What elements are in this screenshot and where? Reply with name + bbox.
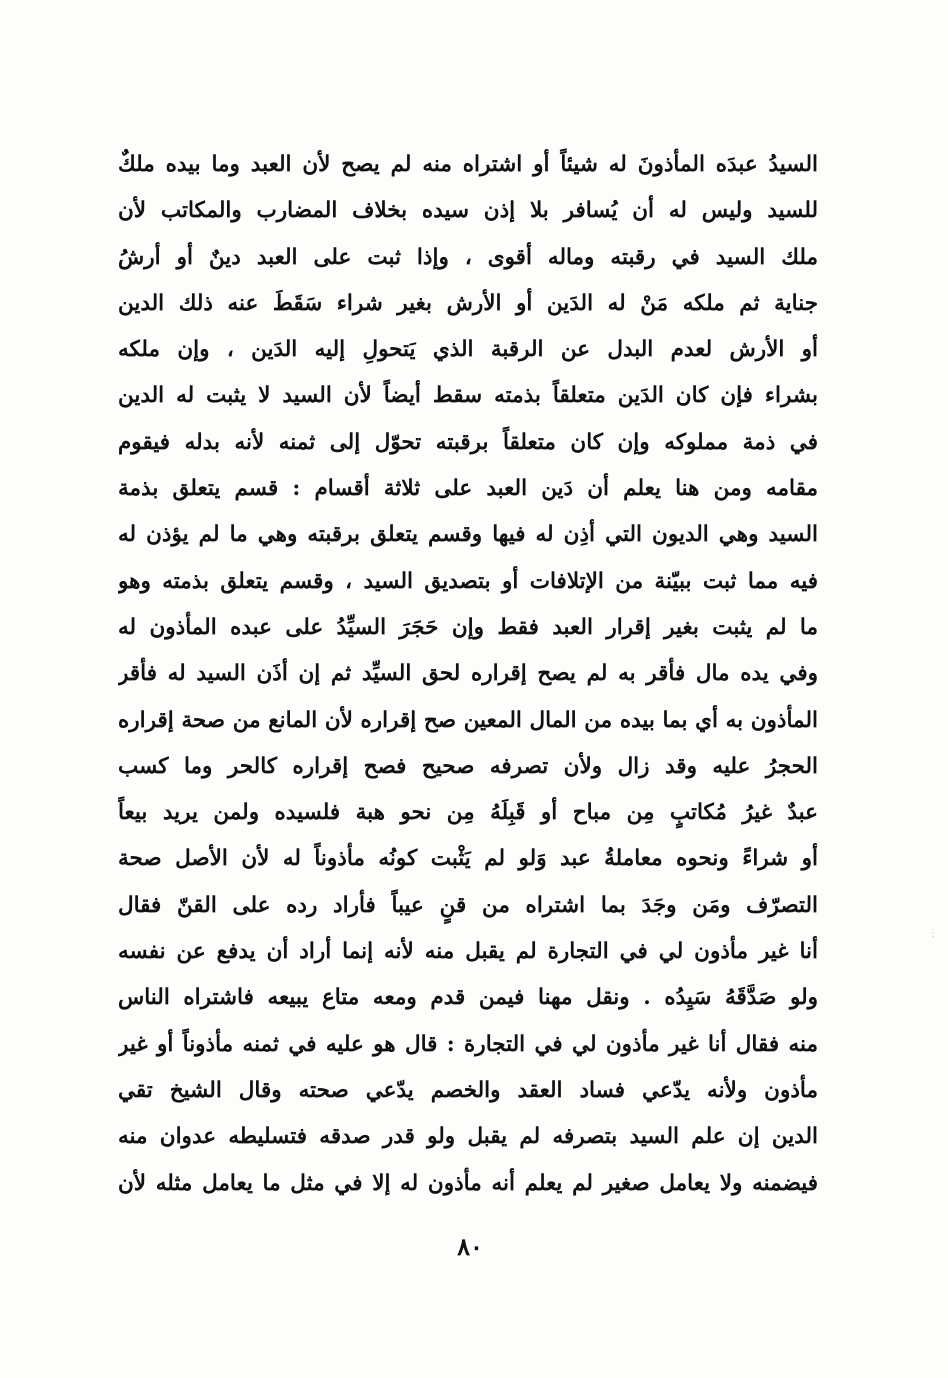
text-line-21: مأذون ولأنه يدّعي فساد العقد والخصم يدّعي صحته وقال الشيخ تقي xyxy=(118,1077,818,1103)
text-line-13: المأذون به أي بما بيده من المال المعين صح إقراره لأن المانع من صحة إقراره xyxy=(118,707,818,733)
text-line-6: بشراء فإن كان الدَين متعلقاً بذمته سقط أيضاً لأن السيد لا يثبت له الدين xyxy=(118,383,818,409)
text-line-22: الدين إن علم السيد بتصرفه لم يقبل ولو قدر صدقه فتسليطه عدوان منه xyxy=(118,1124,818,1150)
text-line-9: السيد وهي الديون التي أذِن له فيها وقسم يتعلق برقبته وهي ما لم يؤذن له xyxy=(118,522,818,548)
text-line-3: ملك السيد في رقبته وماله أقوى ، وإذا ثبت على العبد دينٌ أو أرشُ xyxy=(118,244,818,270)
text-line-5: أو الأرش لعدم البدل عن الرقبة الذي يَتحولِ إليه الدَين ، وإن ملكه xyxy=(118,337,818,363)
page-number: ٨٠ xyxy=(457,1232,483,1261)
text-line-12: وفي يده مال فأقر به لم يصح إقراره لحق السيِّد ثم إن أذَن السيد له فأقر xyxy=(118,661,818,687)
text-line-17: التصرّف ومَن وجَدَ بما اشتراه من قنٍ عيباً فأراد رده على القنّ فقال xyxy=(118,892,818,918)
text-line-7: في ذمة مملوكه وإن كان متعلقاً برقبته تحوّل إلى ثمنه لأنه بدله فيقوم xyxy=(118,429,818,455)
text-line-23: فيضمنه ولا يعامل صغير لم يعلم أنه مأذون له إلا في مثل ما يعامل مثله لأن xyxy=(118,1170,818,1196)
body-text xyxy=(118,142,818,1207)
text-line-18: أنا غير مأذون لي في التجارة لم يقبل منه لأنه إنما أراد أن يدفع عن نفسه xyxy=(118,939,818,965)
text-line-10: فيه مما ثبت ببيّنة من الإتلافات أو بتصديق السيد ، وقسم يتعلق بذمته وهو xyxy=(118,568,818,594)
text-line-14: الحجرُ عليه وقد زال ولأن تصرفه صحيح فصح إقراره كالحر وما كسب xyxy=(118,753,818,779)
scan-speck-mark: ⋮ xyxy=(928,928,938,939)
text-line-11: ما لم يثبت بغير إقرار العبد فقط وإن حَجَرَ السيِّدُ على عبده المأذون له xyxy=(118,614,818,640)
text-line-20: منه فقال أنا غير مأذون لي في التجارة : قال هو عليه في ثمنه مأذوناً أو غير xyxy=(118,1031,818,1057)
text-line-16: أو شراءً ونحوه معاملةُ عبد وَلو لم يَثْبت كونُه مأذوناً له لأن الأصل صحة xyxy=(118,846,818,872)
text-line-19: ولو صَدَّقَهُ سَيِدُه . ونقل مهنا فيمن قدم ومعه متاع يبيعه فاشتراه الناس xyxy=(118,985,818,1011)
text-line-1: السيدُ عبدَه المأذونَ له شيئاً أو اشتراه منه لم يصح لأن العبد وما بيده ملكٌ xyxy=(118,152,818,177)
text-line-2: للسيد وليس له أن يُسافر بلا إذن سيده بخلاف المضارب والمكاتب لأن xyxy=(118,198,818,224)
text-line-8: مقامه ومن هنا يعلم أن دَين العبد على ثلاثة أقسام : قسم يتعلق بذمة xyxy=(118,476,818,502)
text-line-4: جناية ثم ملكه مَنْ له الدَين أو الأرش بغير شراء سَقَطَ عنه ذلك الدين xyxy=(118,290,818,316)
text-line-15: عبدٌ غيرُ مُكاتبٍ مِن مباح أو قَبِلَهُ مِن نحو هبة فلسيده ولمن يريد بيعاً xyxy=(118,800,818,826)
